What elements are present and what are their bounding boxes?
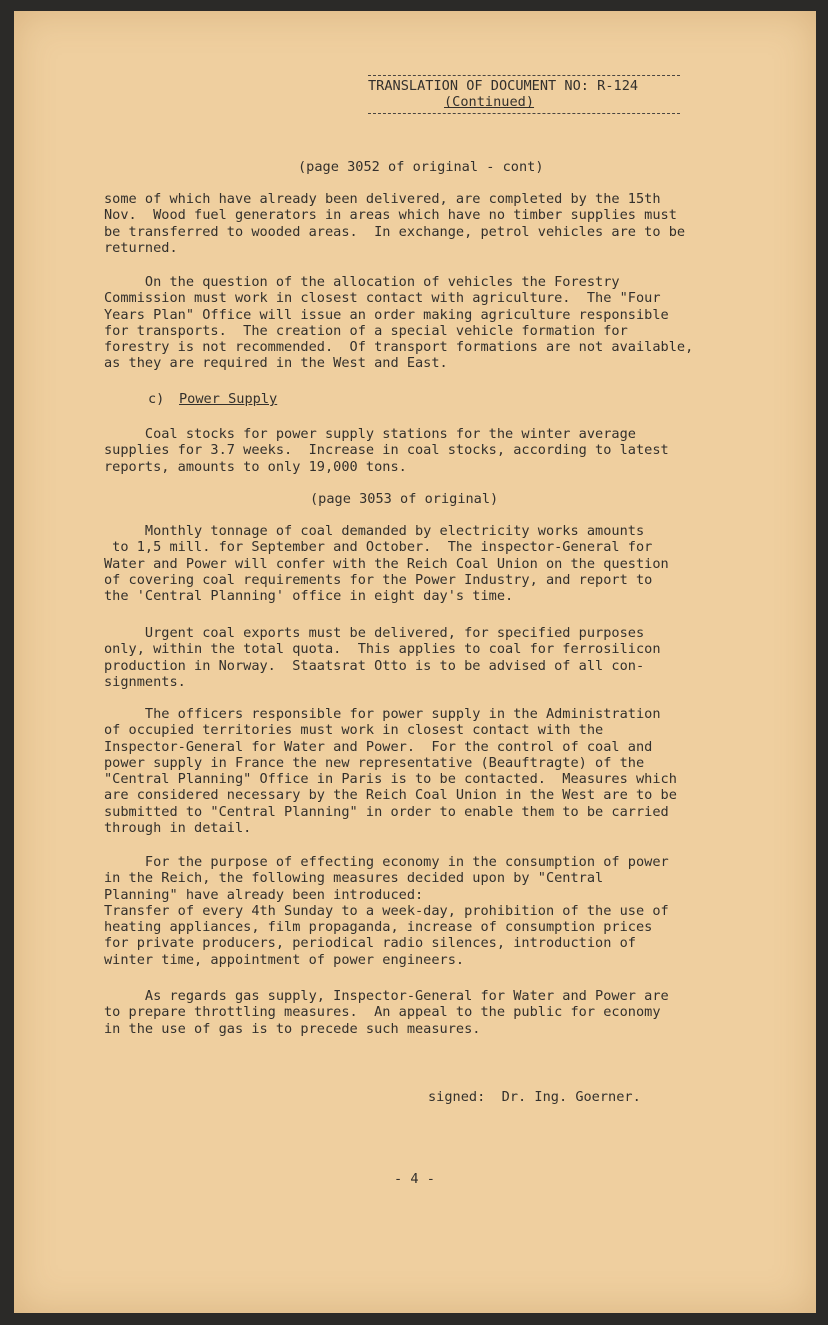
header-rule-top — [368, 75, 680, 76]
header-rule-bottom — [368, 113, 680, 114]
document-page — [14, 11, 816, 1313]
paragraph-1: some of which have already been delivered, are completed by the 15th Nov. Wood fuel generators in areas which have no timber supplies must be transferred to wooded areas. In exchange, petrol vehicles are to be returned. — [104, 191, 686, 256]
document-header — [368, 75, 680, 114]
section-title: Power Supply — [179, 391, 278, 407]
paragraph-5: Urgent coal exports must be delivered, for specified purposes only, within the total quota. This applies to coal for ferrosilicon production in Norway. Staatsrat Otto is to be advised of all con- signments. — [104, 625, 661, 690]
paragraph-2: On the question of the allocation of vehicles the Forestry Commission must work in closest contact with agriculture. The "Four Years Plan" Office will issue an order making agriculture responsible for transports. The creation of a special vehicle formation for forestry is not recommended. Of transport formations are not available, as they are required in the West and East. — [104, 274, 694, 372]
signature: signed: Dr. Ing. Goerner. — [428, 1089, 641, 1105]
document-title: TRANSLATION OF DOCUMENT NO: R-124 — [368, 78, 639, 94]
paragraph-6: The officers responsible for power supply in the Administration of occupied territories must work in closest contact with the Inspector-General for Water and Power. For the control of coal and power supply in France the new representative (Beauftragte) of the "Central Planning" Office in Paris is to be contacted. Measures which are considered necessary by the Reich Coal Union in the West are to be submitted to "Central Planning" in order to enable them to be carried through in detail. — [104, 706, 677, 837]
paragraph-7: For the purpose of effecting economy in the consumption of power in the Reich, the following measures decided upon by "Central Planning" have already been introduced: Transfer of every 4th Sunday to a week-day, prohibition of the use of heating appliances, film propaganda, increase of consumption prices for private producers, periodical radio silences, introduction of winter time, appointment of power engineers. — [104, 854, 669, 968]
paragraph-4: Monthly tonnage of coal demanded by electricity works amounts to 1,5 mill. for September and October. The inspector-General for Water and Power will confer with the Reich Coal Union on the question of covering coal requirements for the Power Industry, and report to the 'Central Planning' office in eight day's time. — [104, 523, 669, 605]
paragraph-3: Coal stocks for power supply stations for the winter average supplies for 3.7 weeks. Increase in coal stocks, according to latest reports, amounts to only 19,000 tons. — [104, 426, 669, 475]
section-label: c) — [148, 391, 165, 407]
document-subtitle: (Continued) — [444, 94, 535, 111]
page-reference-2: (page 3053 of original) — [310, 491, 499, 507]
page-reference-1: (page 3052 of original - cont) — [298, 159, 544, 175]
page-number: - 4 - — [394, 1171, 435, 1187]
paragraph-8: As regards gas supply, Inspector-General for Water and Power are to prepare throttling measures. An appeal to the public for economy in the use of gas is to precede such measures. — [104, 988, 669, 1037]
